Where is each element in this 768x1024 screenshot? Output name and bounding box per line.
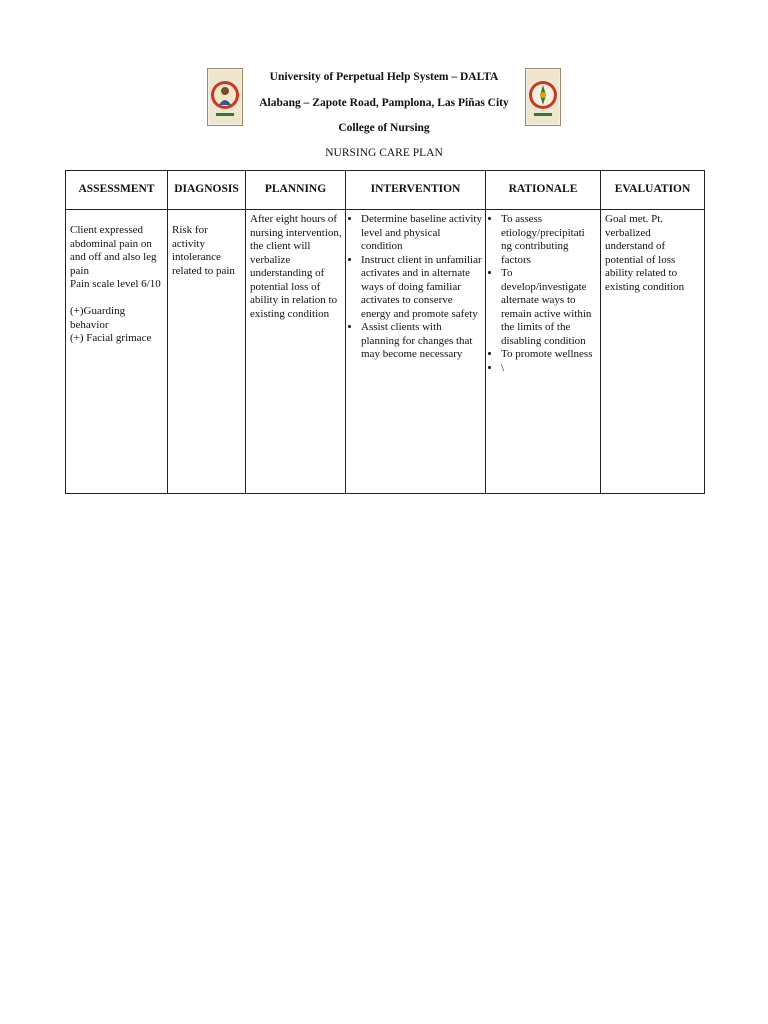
table-header-row xyxy=(66,171,705,210)
intervention-cell xyxy=(346,210,486,494)
document-title: NURSING CARE PLAN xyxy=(325,147,443,159)
planning-cell xyxy=(246,210,346,494)
intervention-item: • Assist clients with planning for changes that may become necessary xyxy=(361,321,482,362)
intervention-item: • Instruct client in unfamiliar activates and in alternate ways of doing familiar activates to conserve energy and promote safety xyxy=(361,254,482,322)
column-header-planning: PLANNING xyxy=(246,171,346,210)
diagnosis-cell xyxy=(168,210,246,494)
column-header-evaluation: EVALUATION xyxy=(601,171,705,210)
intervention-item: • Determine baseline activity level and physical condition xyxy=(361,213,482,254)
rationale-item: • To develop/investigate alternate ways to remain active within the limits of the disabling condition xyxy=(501,267,597,348)
planning-text: After eight hours of nursing intervention, the client will verbalize understanding of potential loss of ability in relation to existing condition xyxy=(250,213,342,320)
assessment-cell xyxy=(66,210,168,494)
column-header-assessment: ASSESSMENT xyxy=(66,171,168,210)
assessment-line: (+) Facial grimace xyxy=(70,332,152,344)
assessment-line: (+)Guarding behavior xyxy=(70,305,126,331)
rationale-cell xyxy=(486,210,601,494)
column-header-diagnosis: DIAGNOSIS xyxy=(168,171,246,210)
rationale-item: • To assess etiology/precipitati ng contributing factors xyxy=(501,213,597,267)
column-header-intervention: INTERVENTION xyxy=(346,171,486,210)
institution-address: Alabang – Zapote Road, Pamplona, Las Piñas City xyxy=(259,97,509,109)
column-header-rationale: RATIONALE xyxy=(486,171,601,210)
table-row xyxy=(66,210,705,494)
assessment-line: Pain scale level 6/10 xyxy=(70,278,161,290)
rationale-item: • To promote wellness xyxy=(501,348,597,362)
assessment-line: Client expressed abdominal pain on and off and also leg pain xyxy=(70,224,157,277)
evaluation-text: Goal met. Pt. verbalized understand of potential of loss ability related to existing condition xyxy=(605,213,685,293)
college-name: College of Nursing xyxy=(338,122,430,134)
evaluation-cell xyxy=(601,210,705,494)
diagnosis-text: Risk for activity intolerance related to pain xyxy=(172,224,235,277)
institution-name: University of Perpetual Help System – DALTA xyxy=(269,71,499,83)
nursing-care-plan-table xyxy=(65,170,705,494)
rationale-item: • \ xyxy=(501,362,597,376)
